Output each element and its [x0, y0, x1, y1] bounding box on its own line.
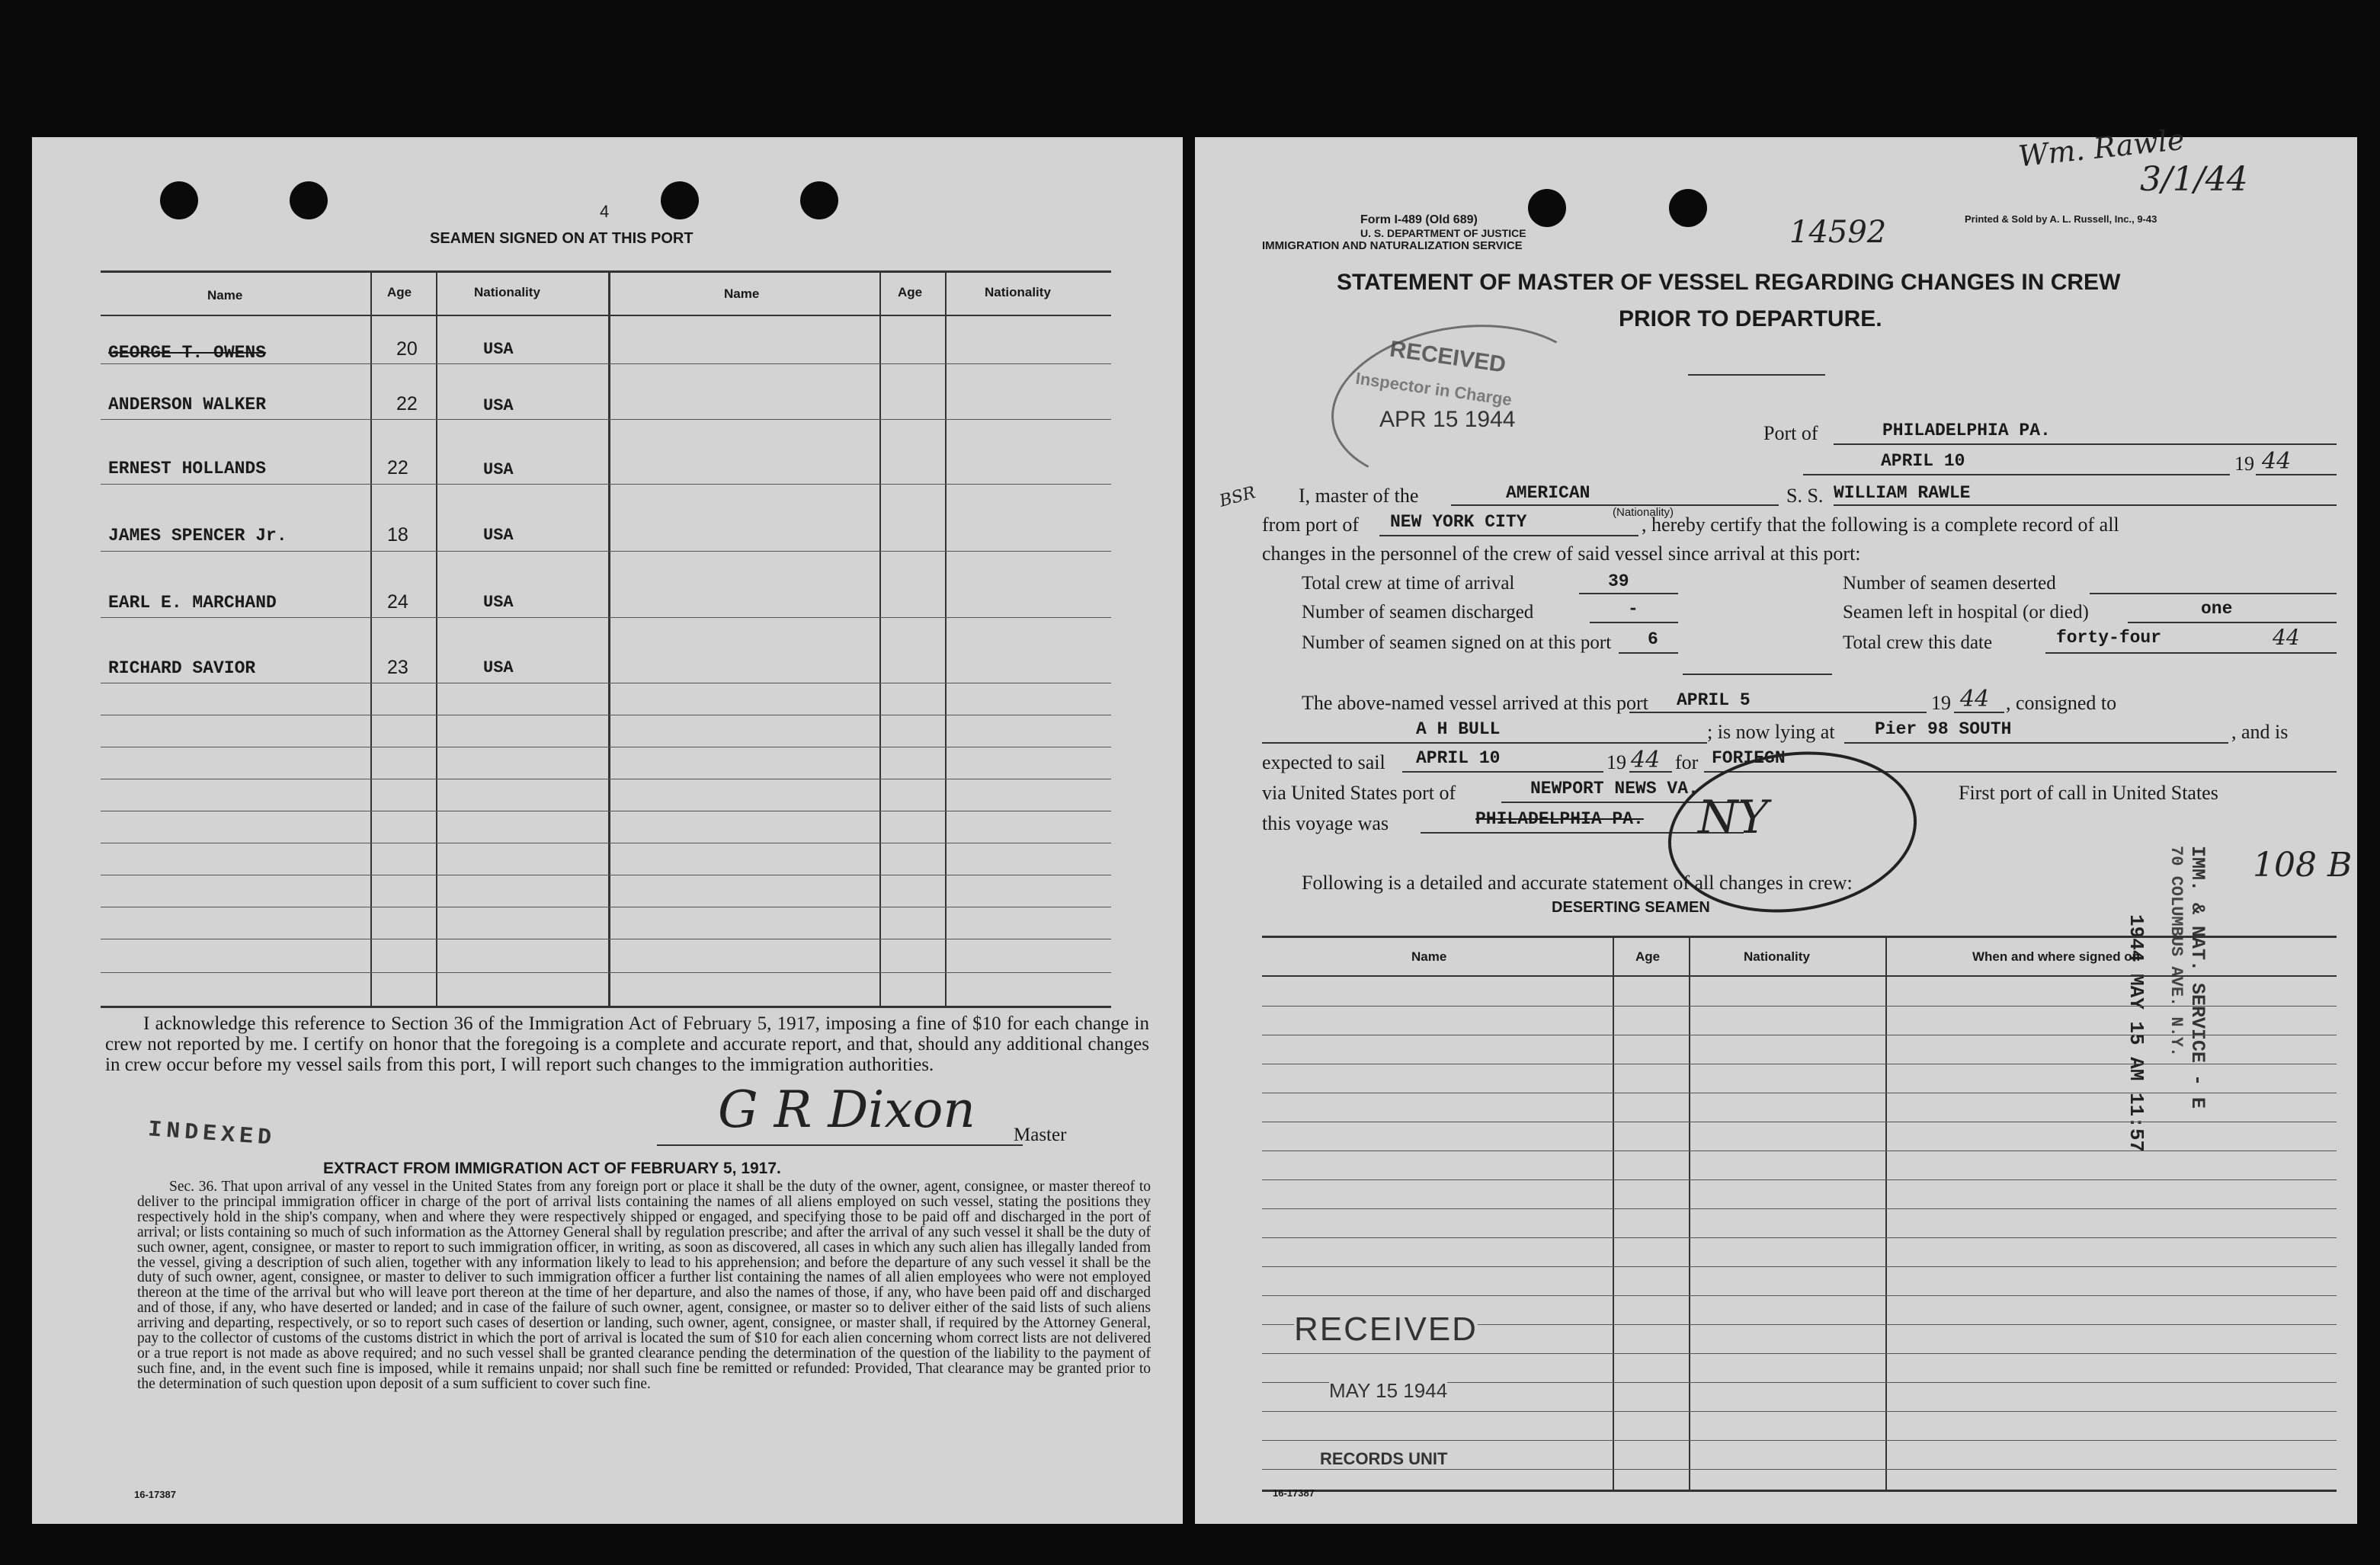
punch-hole: [160, 181, 198, 219]
deserting-title: DESERTING SEAMEN: [1552, 899, 1710, 916]
lying-label: ; is now lying at: [1707, 721, 1835, 743]
form-code: 16-17387: [1273, 1487, 1315, 1499]
from-port-value: NEW YORK CITY: [1390, 512, 1527, 532]
master-signature: G R Dixon: [718, 1080, 975, 1139]
row-rule: [1262, 1208, 2337, 1209]
punch-hole: [661, 181, 699, 219]
arrived-value: APRIL 5: [1677, 690, 1751, 710]
received-date: MAY 15 1944: [1329, 1379, 1448, 1402]
stamp-inspector: Inspector in Charge: [1354, 368, 1514, 410]
punch-hole: [290, 181, 328, 219]
extract-text: Sec. 36. That upon arrival of any vessel in the United States from any foreign port or place it shall be the duty of the owner, agent, consignee, or master thereof to deliver to the principal immigration officer in charge of the port of arrival lists containing the names of all aliens employed on such vessel, stating the positions they respectively hold in the ship's company, when and where they were respectively shipped or engaged, and specifying those to be paid off and discharged in the port of arrival; or lists containing so much of such information as the Attorney General shall by regulation prescribe; and after the arrival of any such vessel it shall be the duty of such owner, agent, consignee, or master to report to such immigration officer, in writing, as soon as discovered, all cases in which any such alien has illegally landed from the vessel, giving a description of such alien, together with any information likely to lead to his apprehension; and before the departure of any such vessel it shall be the duty of such owner, agent, consignee, or master to deliver to such immigration officer a further list containing the names of all alien employees who were not employed thereon at the time of the arrival but who will leave port thereon at the time of her departure, and also the names of those, if any, who have been paid off and discharged and of those, if any, who have deserted or landed; and in case of the failure of such owner, agent, consignee, or master so to deliver either of the said lists of such aliens arriving and departing, respectively, or so to report such cases of desertion or landing, such owner, agent, consignee, or master shall, if required by the Attorney General, pay to the collector of customs of the customs district in which the port of arrival is located the sum of $10 for each alien concerning whom correct lists are not delivered or a true report is not made as above required; and no such vessel shall be granted clearance pending the determination of the question of the liability to the payment of such fine, and, in the event such fine is imposed, while it remains unpaid; nor shall such fine be remitted or refunded: Provided, That clearance may be granted prior to the determination of such question upon deposit of a sum sufficient to cover such fine.: [137, 1179, 1151, 1392]
nationality-value: AMERICAN: [1506, 483, 1590, 503]
master-of-label: I, master of the: [1299, 485, 1419, 507]
received-circle-stamp: [1321, 309, 1603, 501]
crew-name: ANDERSON WALKER: [108, 395, 267, 414]
row-rule: [1262, 1179, 2337, 1180]
initials: BSR: [1217, 483, 1258, 511]
form-code: 16-17387: [134, 1489, 176, 1500]
hospital-label: Seamen left in hospital (or died): [1843, 602, 2089, 622]
arrived-label: The above-named vessel arrived at this port: [1302, 692, 1648, 714]
punch-hole: [1528, 189, 1566, 227]
row-rule: [101, 363, 1111, 364]
crew-nationality: USA: [483, 526, 514, 545]
port-label: Port of: [1763, 422, 1818, 444]
row-rule: [101, 617, 1111, 618]
first-call-label: First port of call in United States: [1959, 782, 2218, 804]
expected-value: APRIL 10: [1416, 748, 1501, 768]
side-stamp-service: IMM. & NAT. SERVICE - E: [2186, 846, 2209, 1109]
crew-nationality: USA: [483, 658, 514, 677]
col-header-signed-on: When and where signed on: [1972, 949, 2141, 964]
crew-name: JAMES SPENCER Jr.: [108, 526, 287, 546]
consignee-value: A H BULL: [1416, 719, 1501, 739]
date-value: APRIL 10: [1881, 451, 1965, 471]
indexed-stamp: INDEXED: [147, 1117, 277, 1152]
printer-line: Printed & Sold by A. L. Russell, Inc., 9-43: [1965, 213, 2157, 225]
handwritten-108b: 108 B: [2253, 846, 2353, 885]
hospital-value: one: [2201, 599, 2233, 619]
received-stamp: RECEIVED: [1294, 1311, 1478, 1348]
date-year-prefix: 19: [2234, 453, 2254, 475]
punch-hole: [800, 181, 838, 219]
col-header-nationality: Nationality: [1744, 949, 1810, 964]
discharged-label: Number of seamen discharged: [1302, 602, 1534, 622]
crew-nationality: USA: [483, 396, 514, 415]
row-rule: [1262, 1237, 2337, 1238]
crew-name: RICHARD SAVIOR: [108, 658, 256, 678]
acknowledgement-text: I acknowledge this reference to Section 36 of the Immigration Act of February 5, 1917, imposing a fine of $10 for each change in crew not reported by me. I certify on honor that the foregoing is a complete and accurate report, and that, should any additional changes in crew occur before my vessel sails from this port, I will report such changes to the immigration authorities.: [105, 1013, 1149, 1075]
row-rule: [1262, 1266, 2337, 1267]
handwritten-ship-name: Wm. Rawle: [2016, 122, 2186, 174]
total-arrival-label: Total crew at time of arrival: [1302, 573, 1515, 594]
handwritten-number: 14592: [1789, 215, 1887, 250]
col-header-nationality: Nationality: [474, 285, 540, 299]
form-title-line1: STATEMENT OF MASTER OF VESSEL REGARDING CHANGES IN CREW: [1337, 270, 2121, 295]
section-title: SEAMEN SIGNED ON AT THIS PORT: [430, 230, 693, 247]
side-stamp-time: 1944 MAY 15 AM 11:57: [2125, 914, 2148, 1153]
row-rule: [1262, 1006, 2337, 1007]
col-header-age: Age: [1635, 949, 1661, 964]
col-header-name: Name: [1411, 949, 1447, 964]
ship-name: WILLIAM RAWLE: [1834, 483, 1971, 503]
following-text: Following is a detailed and accurate statement of all changes in crew:: [1302, 872, 1853, 894]
voyage-label: this voyage was: [1262, 812, 1389, 834]
consigned-label: , consigned to: [2006, 692, 2117, 714]
row-rule: [101, 972, 1111, 973]
page-number: 4: [600, 202, 610, 221]
via-value: NEWPORT NEWS VA.: [1530, 779, 1699, 799]
row-rule: [1262, 1353, 2337, 1354]
side-stamp-address: 70 COLUMBUS AVE. N.Y.: [2167, 846, 2186, 1058]
col-header-age: Age: [898, 285, 923, 299]
agency-line1: U. S. DEPARTMENT OF JUSTICE: [1360, 227, 1526, 239]
crew-nationality: USA: [483, 593, 514, 612]
col-header-name: Name: [207, 288, 243, 302]
row-rule: [1262, 1295, 2337, 1296]
voyage-hand: NY: [1698, 791, 1769, 844]
from-port-label: from port of: [1262, 514, 1360, 536]
row-rule: [1262, 1469, 2337, 1470]
crew-nationality: USA: [483, 340, 514, 359]
extract-title: EXTRACT FROM IMMIGRATION ACT OF FEBRUARY 5, 1917.: [323, 1160, 781, 1177]
row-rule: [101, 419, 1111, 420]
agency-line2: IMMIGRATION AND NATURALIZATION SERVICE: [1262, 239, 1523, 252]
discharged-value: -: [1628, 599, 1638, 619]
for-label: for: [1675, 751, 1699, 773]
port-value: PHILADELPHIA PA.: [1882, 421, 2051, 440]
for-value: FORIEGN: [1712, 748, 1786, 768]
lying-value: Pier 98 SOUTH: [1875, 719, 2012, 739]
form-title-line2: PRIOR TO DEPARTURE.: [1619, 306, 1882, 331]
arrived-year-prefix: 19: [1931, 692, 1951, 714]
left-page: [32, 137, 1183, 1524]
date-year: 44: [2262, 448, 2292, 475]
handwritten-date: 3/1/44: [2140, 160, 2248, 199]
crew-name: EARL E. MARCHAND: [108, 593, 277, 613]
and-is-label: , and is: [2231, 721, 2289, 743]
crew-nationality: USA: [483, 460, 514, 479]
crew-name: ERNEST HOLLANDS: [108, 459, 267, 478]
total-date-value: forty-four: [2056, 628, 2162, 648]
nationality-caption: (Nationality): [1613, 506, 1674, 519]
arrived-year: 44: [1960, 686, 1990, 712]
row-rule: [1262, 1440, 2337, 1441]
total-arrival-value: 39: [1608, 571, 1629, 591]
crew-name: GEORGE T. OWENS: [108, 343, 267, 363]
col-header-name: Name: [724, 286, 760, 301]
total-date-label: Total crew this date: [1843, 632, 1993, 653]
expected-year: 44: [1631, 747, 1661, 773]
row-rule: [101, 551, 1111, 552]
row-rule: [101, 484, 1111, 485]
row-rule: [1262, 1411, 2337, 1412]
crew-age: 20: [396, 338, 418, 360]
punch-hole: [1669, 189, 1707, 227]
crew-age: 24: [387, 591, 408, 613]
crew-age: 18: [387, 524, 408, 546]
form-number: Form I-489 (Old 689): [1360, 213, 1478, 226]
master-label: Master: [1014, 1125, 1067, 1145]
stamp-received: RECEIVED: [1388, 336, 1507, 378]
deserted-label: Number of seamen deserted: [1843, 573, 2056, 594]
col-header-nationality: Nationality: [985, 285, 1051, 299]
right-page: [1195, 122, 2357, 1524]
voyage-value: PHILADELPHIA PA.: [1475, 809, 1644, 829]
changes-text: changes in the personnel of the crew of said vessel since arrival at this port:: [1262, 542, 1861, 565]
signed-label: Number of seamen signed on at this port: [1302, 632, 1612, 653]
expected-year-prefix: 19: [1606, 751, 1626, 773]
crew-age: 22: [387, 457, 408, 478]
ss-label: S. S.: [1786, 485, 1824, 507]
signed-value: 6: [1648, 629, 1658, 649]
col-header-age: Age: [387, 285, 412, 299]
stamp-date: APR 15 1944: [1379, 407, 1516, 432]
certify-text: , hereby certify that the following is a complete record of all: [1642, 514, 2119, 536]
crew-age: 23: [387, 657, 408, 678]
crew-age: 22: [396, 393, 418, 414]
via-label: via United States port of: [1262, 782, 1456, 804]
total-date-hand: 44: [2273, 625, 2300, 650]
expected-label: expected to sail: [1262, 751, 1385, 773]
records-unit: RECORDS UNIT: [1320, 1449, 1448, 1468]
